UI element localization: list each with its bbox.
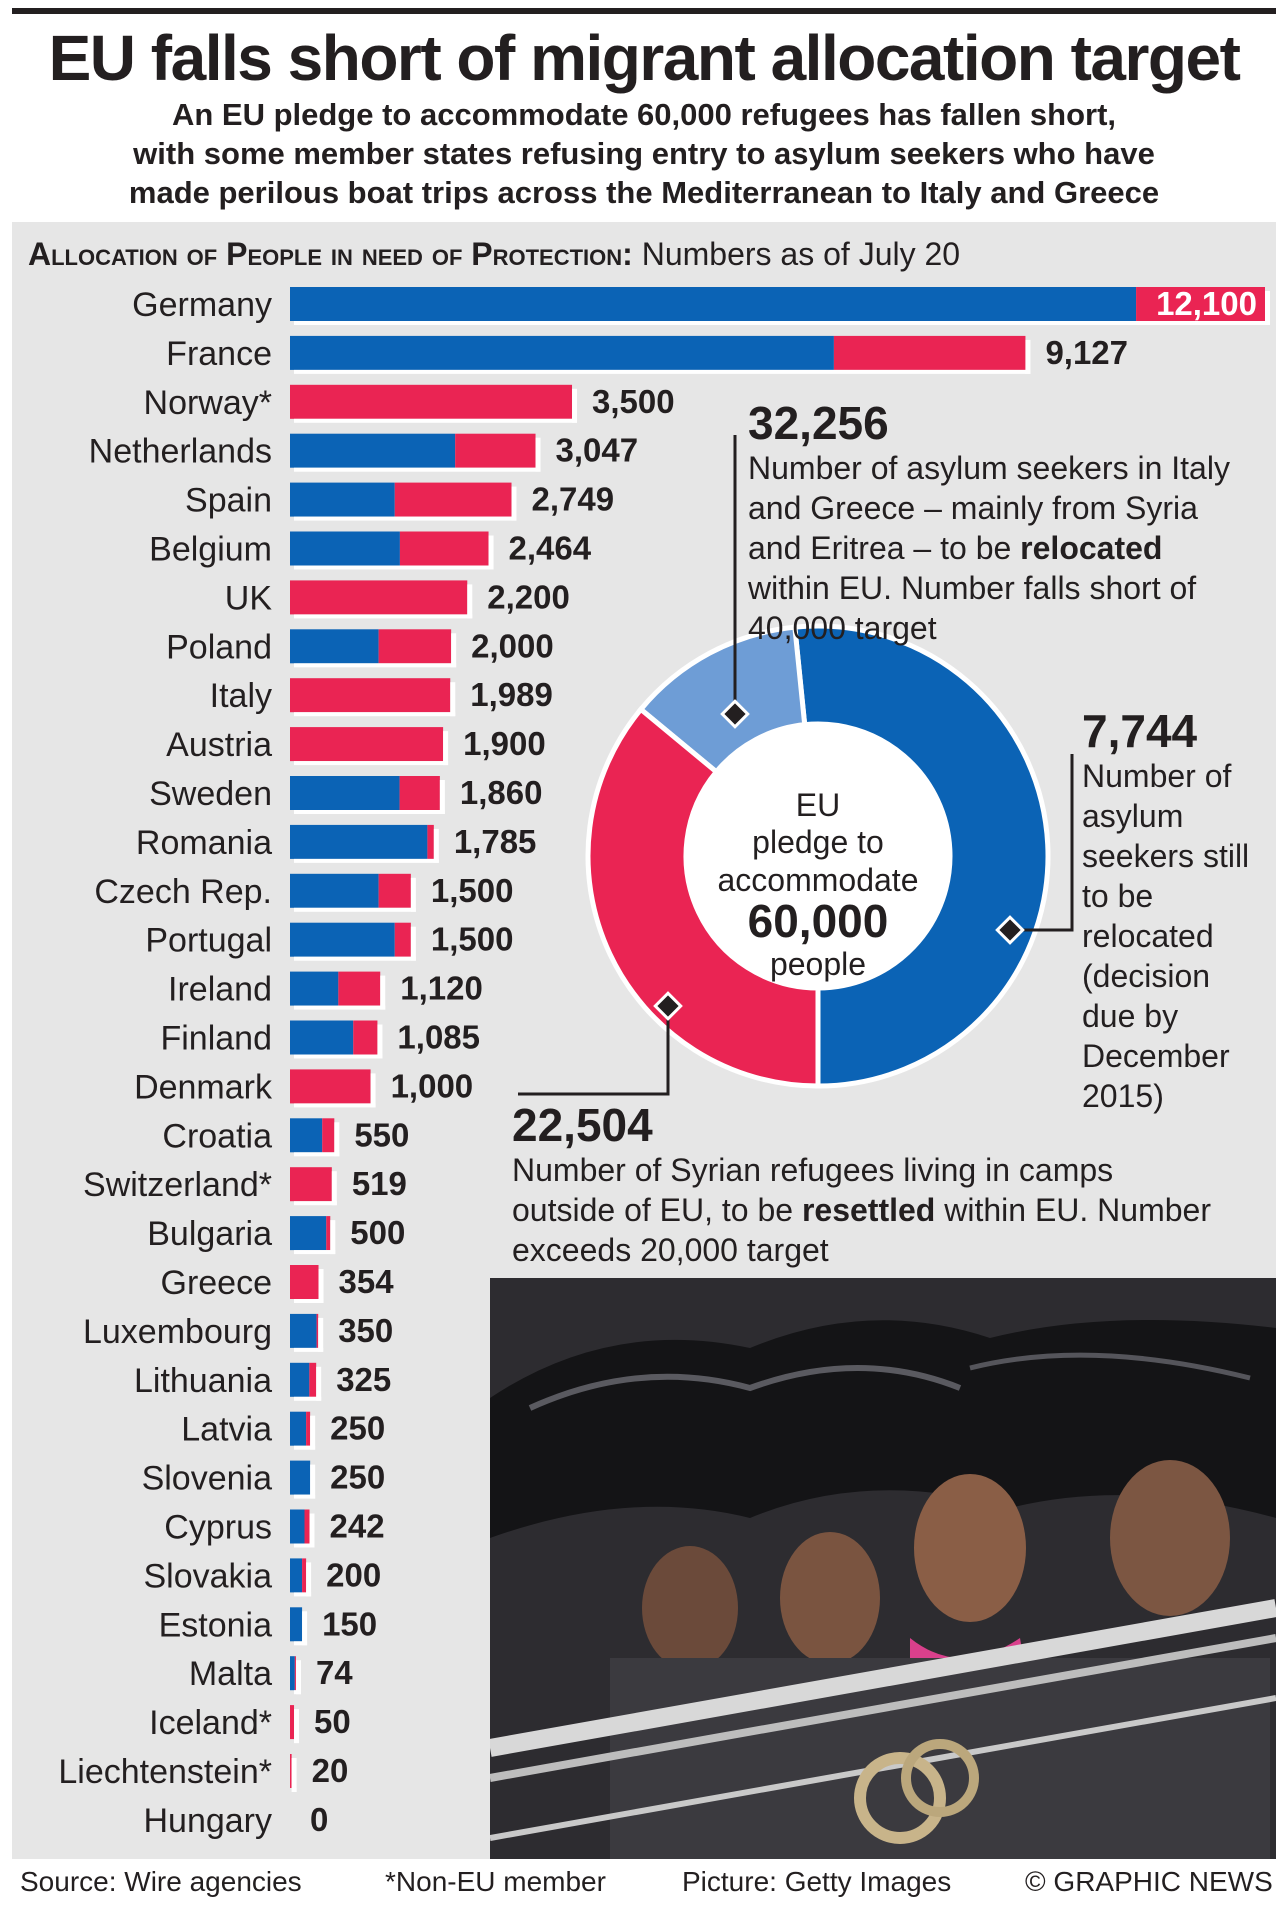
country-label: Norway* [143, 383, 272, 422]
bar-shadow [294, 1446, 315, 1450]
picture-credit: Picture: Getty Images [682, 1866, 952, 1897]
bar-segment-resettled [290, 1069, 371, 1103]
bar-shadow [294, 321, 1270, 325]
country-label: Liechtenstein* [58, 1753, 272, 1791]
bar-value-label: 354 [338, 1263, 394, 1300]
bar-shadow [1265, 291, 1270, 325]
bar-value-label: 1,900 [463, 725, 546, 763]
bar-shadow [294, 663, 456, 667]
bar-shadow [451, 633, 456, 667]
relocated-callout [748, 398, 1248, 648]
bar-shadow [306, 1562, 311, 1596]
country-label: Germany [132, 286, 272, 324]
country-label: Spain [185, 481, 272, 520]
bar-shadow [450, 682, 455, 716]
bar-value-label: 1,860 [459, 774, 543, 811]
bar-segment-relocated [290, 1510, 305, 1544]
donut-center-text: accommodate [717, 862, 919, 898]
bar-value-label: 519 [351, 1165, 407, 1203]
bar-segment-resettled [834, 336, 1026, 370]
country-label: Slovakia [143, 1557, 272, 1596]
bar-shadow [294, 1299, 324, 1303]
bar-segment-relocated [290, 336, 834, 370]
bar-shadow [294, 370, 1030, 374]
bar-segment-relocated [290, 972, 338, 1006]
bar-shadow [318, 1318, 323, 1352]
subtitle-line: An EU pledge to accommodate 60,000 refugees has fallen short, [171, 97, 1117, 132]
bar-value-label: 325 [336, 1360, 392, 1398]
bar-segment-resettled [290, 727, 443, 761]
bar-value-label: 500 [350, 1214, 406, 1252]
bar-shadow [294, 1250, 335, 1254]
bar-segment-relocated [290, 1314, 317, 1348]
country-label: Denmark [134, 1068, 272, 1107]
bar-segment-resettled [290, 678, 450, 712]
bar-segment-resettled [379, 629, 452, 663]
bar-segment-relocated [290, 1558, 302, 1592]
bar-shadow [294, 566, 494, 570]
bar-segment-resettled [322, 1118, 334, 1152]
bar-segment-relocated [290, 1118, 322, 1152]
country-label: Latvia [181, 1410, 272, 1449]
subtitle-line: with some member states refusing entry to asylum seekers who have [133, 136, 1155, 171]
country-label: Finland [160, 1019, 272, 1058]
country-label: Netherlands [88, 432, 272, 471]
country-label: Romania [135, 823, 272, 862]
bar-shadow [292, 1758, 297, 1792]
bar-shadow [440, 780, 445, 814]
bar-value-label: 74 [315, 1654, 353, 1692]
resettled-number: 22,504 [512, 1099, 653, 1151]
bar-segment-resettled [400, 776, 440, 810]
country-label: Poland [166, 628, 272, 667]
bar-value-label: 200 [326, 1556, 382, 1594]
bar-shadow [294, 1152, 339, 1156]
bar-value-label: 1,989 [470, 676, 553, 714]
bar-shadow [512, 487, 517, 521]
bar-value-label: 350 [338, 1311, 394, 1349]
country-label: France [166, 334, 272, 373]
relocated-number: 32,256 [748, 397, 889, 449]
bar-value-label: 250 [330, 1458, 386, 1496]
bar-segment-resettled [309, 1363, 316, 1397]
bar-segment-resettled [379, 874, 411, 908]
relocated-text: Number of asylum seekers in Italy and Greece – mainly from Syria and Eritrea – to be relocated within EU. Number falls short of 40,000 target [748, 450, 1230, 646]
country-label: Switzerland* [83, 1166, 272, 1205]
remaining-number: 7,744 [1082, 705, 1198, 757]
bar-shadow [294, 468, 541, 472]
country-label: Czech Rep. [94, 872, 272, 911]
bar-segment-relocated [290, 287, 1136, 321]
bar-value-label: 2,200 [487, 578, 570, 616]
bar-value-label: 1,500 [430, 871, 514, 909]
bar-shadow [294, 761, 448, 765]
bar-shadow [294, 1739, 299, 1743]
bar-value-label: 1,500 [430, 920, 514, 958]
bar-segment-relocated [290, 1021, 353, 1055]
bar-shadow [316, 1367, 321, 1401]
bar-value-label: 9,127 [1045, 333, 1129, 371]
donut-center-text: EU [795, 787, 841, 823]
bar-segment-resettled [290, 1265, 319, 1299]
bar-value-label: 1,120 [400, 969, 483, 1007]
bar-shadow [294, 1397, 321, 1401]
remaining-callout [1082, 706, 1267, 1116]
chart-heading-date: Numbers as of July 20 [632, 236, 961, 272]
bar-shadow [294, 1348, 323, 1352]
country-label: Cyprus [164, 1508, 272, 1547]
country-label: Lithuania [133, 1361, 272, 1400]
country-label: Malta [188, 1655, 272, 1694]
bar-segment-resettled [427, 825, 433, 859]
country-label: Iceland* [149, 1704, 272, 1743]
bar-shadow [294, 1006, 385, 1010]
bar-shadow [294, 859, 439, 863]
bar-segment-relocated [290, 1363, 309, 1397]
bar-value-label: 2,749 [531, 480, 615, 518]
bar-shadow [371, 1073, 376, 1107]
bar-segment-resettled [290, 1705, 294, 1739]
bar-shadow [294, 908, 416, 912]
country-label: Ireland [168, 970, 272, 1009]
bar-shadow [296, 1660, 301, 1694]
bar-shadow [294, 1055, 382, 1059]
remaining-text: Number of asylum seekers still to be relocated (decision due by December 2015) [1082, 758, 1250, 1114]
bar-value-label: 0 [310, 1800, 329, 1838]
bar-shadow [310, 1465, 315, 1499]
copyright-credit: © GRAPHIC NEWS [1025, 1866, 1273, 1897]
bar-shadow [294, 419, 577, 423]
bar-segment-relocated [290, 923, 395, 957]
bar-segment-relocated [290, 1607, 302, 1641]
resettled-leader [518, 1006, 668, 1094]
bar-shadow [319, 1269, 324, 1303]
bar-segment-resettled [295, 1656, 296, 1690]
country-label: Hungary [143, 1801, 272, 1840]
bar-shadow [377, 1025, 382, 1059]
donut-center-text: pledge to [752, 824, 884, 860]
bar-shadow [294, 1709, 299, 1743]
country-label: UK [224, 579, 272, 618]
donut-center-text: people [769, 946, 867, 982]
country-label: Greece [160, 1264, 272, 1302]
country-label: Portugal [145, 921, 272, 960]
bar-value-label: 1,785 [453, 822, 537, 860]
bar-shadow [294, 1690, 301, 1694]
bar-shadow [434, 829, 439, 863]
bar-shadow [294, 1641, 307, 1645]
bar-segment-relocated [290, 532, 400, 566]
bar-segment-resettled [302, 1558, 306, 1592]
bar-shadow [411, 927, 416, 961]
bar-shadow [294, 1103, 376, 1107]
bar-shadow [310, 1514, 315, 1548]
bar-shadow [489, 536, 494, 570]
bar-segment-relocated [290, 483, 395, 517]
bar-shadow [294, 1788, 297, 1792]
bar-shadow [330, 1220, 335, 1254]
bar-shadow [443, 731, 448, 765]
bar-shadow [572, 389, 577, 423]
bar-segment-relocated [290, 776, 400, 810]
bar-shadow [411, 878, 416, 912]
country-label: Belgium [149, 530, 272, 569]
bar-shadow [332, 1171, 337, 1205]
country-label: Austria [166, 726, 272, 765]
bar-segment-resettled [290, 580, 467, 614]
bar-shadow [294, 517, 517, 521]
bar-value-label: 3,047 [555, 431, 639, 469]
bar-shadow [536, 438, 541, 472]
bar-segment-resettled [400, 532, 489, 566]
bar-shadow [310, 1416, 315, 1450]
bar-value-label: 2,464 [508, 529, 592, 567]
bar-value-label: 550 [354, 1116, 410, 1154]
bar-segment-resettled [290, 1754, 292, 1788]
resettled-callout [512, 1100, 1212, 1270]
bar-segment-resettled [290, 1167, 332, 1201]
country-label: Slovenia [141, 1459, 272, 1498]
bar-shadow [294, 1495, 315, 1499]
country-label: Bulgaria [147, 1215, 272, 1254]
bar-segment-resettled [290, 385, 572, 419]
non-eu-note: *Non-EU member [385, 1866, 606, 1897]
bar-segment-relocated [290, 1656, 295, 1690]
bar-shadow [294, 810, 445, 814]
resettled-text: Number of Syrian refugees living in camps outside of EU, to be resettled within EU. Number exceeds 20,000 target [512, 1152, 1211, 1268]
bar-value-label: 1,085 [397, 1018, 481, 1056]
subtitle-line: made perilous boat trips across the Mediterranean to Italy and Greece [128, 175, 1160, 210]
bar-segment-relocated [290, 1216, 326, 1250]
bar-segment-resettled [305, 1510, 310, 1544]
bar-segment-resettled [306, 1412, 310, 1446]
bar-segment-relocated [290, 1412, 306, 1446]
bar-shadow [334, 1122, 339, 1156]
bar-shadow [302, 1611, 307, 1645]
bar-segment-relocated [290, 629, 379, 663]
bar-shadow [294, 712, 455, 716]
country-label: Estonia [158, 1606, 272, 1645]
country-label: Croatia [162, 1117, 272, 1156]
bar-shadow [467, 584, 472, 618]
chart-heading-caps: Allocation of People in need of Protection: [28, 236, 633, 272]
bar-shadow [380, 976, 385, 1010]
bar-value-label: 12,100 [1156, 285, 1257, 322]
bar-segment-resettled [353, 1021, 377, 1055]
page-title: EU falls short of migrant allocation target [48, 22, 1240, 94]
bar-shadow [1025, 340, 1030, 374]
bar-value-label: 1,000 [390, 1067, 474, 1105]
country-label: Sweden [149, 775, 272, 813]
bar-segment-resettled [338, 972, 380, 1006]
bar-segment-relocated [290, 1461, 310, 1495]
bar-value-label: 250 [330, 1409, 386, 1447]
bar-value-label: 50 [314, 1703, 351, 1741]
bar-segment-resettled [395, 483, 512, 517]
bar-segment-resettled [395, 923, 411, 957]
bar-shadow [294, 1201, 337, 1205]
country-label: Italy [209, 677, 272, 716]
bar-shadow [294, 1592, 311, 1596]
bar-value-label: 2,000 [471, 627, 554, 665]
bar-segment-relocated [290, 434, 455, 468]
bar-value-label: 3,500 [592, 382, 675, 420]
bar-value-label: 150 [322, 1605, 378, 1643]
bar-segment-relocated [290, 825, 427, 859]
bar-segment-resettled [326, 1216, 330, 1250]
bar-shadow [294, 1544, 315, 1548]
country-label: Luxembourg [82, 1312, 272, 1351]
bar-segment-resettled [455, 434, 535, 468]
bar-shadow [294, 957, 416, 961]
bar-shadow [294, 614, 472, 618]
bar-segment-resettled [317, 1314, 319, 1348]
bar-value-label: 20 [311, 1752, 349, 1789]
bar-value-label: 242 [329, 1507, 385, 1545]
donut-center-text: 60,000 [747, 895, 889, 947]
bar-segment-relocated [290, 874, 379, 908]
source-note: Source: Wire agencies [20, 1866, 302, 1897]
